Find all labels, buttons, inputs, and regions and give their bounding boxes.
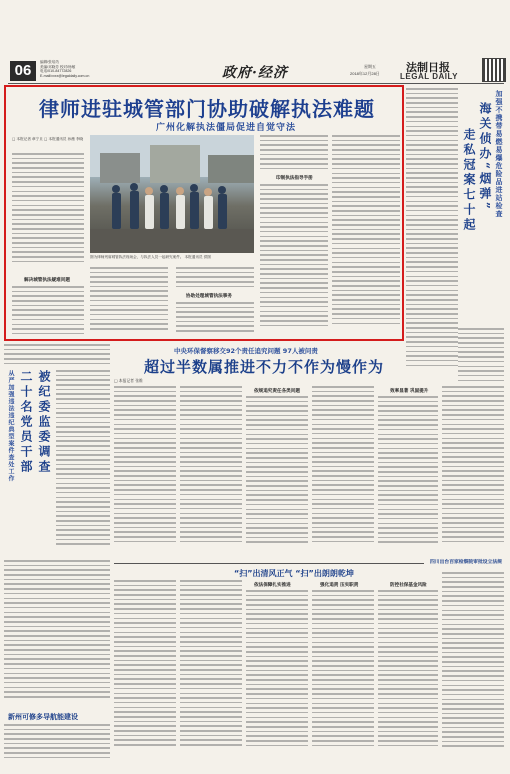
- main-divider: [114, 563, 424, 564]
- lead-byline: □ 本报记者 章宁旦 □ 本报通讯员 孙薇 李晓: [12, 137, 84, 141]
- main-headline: 超过半数属推进不力不作为慢作为: [144, 358, 385, 376]
- lead-story-box: [4, 85, 404, 341]
- qr-code: [482, 58, 506, 82]
- main-column-5: [378, 396, 438, 556]
- lead-subhead-1: 解决城管执法疑难问题: [24, 278, 70, 283]
- issue-date: 2018年12月28日: [350, 71, 380, 76]
- page-number: 06: [10, 61, 36, 81]
- main-column-9: [246, 590, 308, 762]
- editor-line: 编辑/张培芮: [40, 60, 59, 64]
- left-headline-2: 被纪委监委调查: [37, 370, 51, 475]
- left-body-text-2: [4, 560, 110, 710]
- lead-column-4b: [260, 184, 328, 338]
- main-column-6: [442, 386, 504, 556]
- editor-info: [40, 60, 120, 78]
- main-column-8: [180, 580, 242, 762]
- lead-column-2: [90, 267, 168, 337]
- lead-column-3b: [176, 302, 254, 338]
- left-kicker: 从严加强违法违纪典型案件查处工作: [7, 370, 14, 482]
- editor-line: 美编/邓晓芳 校对/杨敏: [40, 64, 76, 69]
- main-subhead-b: 效率显著 巩固提升: [390, 389, 429, 394]
- main-subhead-d: 强化追责 压实职责: [320, 583, 359, 588]
- lead-photo-caption: 图为律师列席城管执法现场会，与执法人员一起研究案件。 本报通讯员 供图: [90, 255, 211, 259]
- left-body-text-top: [4, 344, 110, 368]
- main-column-3: [246, 396, 308, 556]
- issue-week: 星期五: [364, 64, 376, 69]
- left-body-text: [56, 370, 110, 560]
- masthead-rule: [8, 83, 504, 84]
- main-subhead-a: 依规追究责任各类问题: [254, 389, 300, 394]
- right-headline-2: 走私冠案七十起: [462, 128, 476, 233]
- lead-column-3: [176, 267, 254, 291]
- editor-line: E-mail/xxxx@legaldaily.com.cn: [40, 73, 90, 78]
- editor-line: 电话/010-84772826: [40, 69, 72, 74]
- masthead: [4, 4, 506, 84]
- main-subhead-mid: “扫”出清风正气 “扫”出朗朗乾坤: [234, 569, 354, 578]
- lead-column-1: [12, 153, 84, 273]
- right-headline-1: 海关侦办“烟弹”: [478, 102, 492, 212]
- lead-subheadline: 广州化解执法僵局促进自觉守法: [156, 123, 297, 133]
- photo-illustration: [90, 135, 254, 253]
- section-title: 政府·经济: [222, 65, 288, 81]
- main-column-1: [114, 386, 176, 556]
- lead-subhead-2: 协助处理城管执法事务: [186, 294, 232, 299]
- left-lower-story: [4, 344, 112, 764]
- main-kicker: 中央环保督察移交92个责任追究问题 97人被问责: [174, 347, 318, 355]
- lead-column-4: [260, 135, 328, 173]
- side-headline: 四川出台百家检察院审批设立法规: [430, 560, 502, 565]
- paper-name-en: LEGAL DAILY: [400, 72, 458, 81]
- lead-photo: [90, 135, 254, 253]
- left-body-text-3: [4, 724, 110, 762]
- main-byline: □ 本报记者 张维: [114, 378, 143, 383]
- right-body-text: [406, 88, 458, 388]
- lead-column-5: [332, 135, 400, 338]
- main-column-4: [312, 386, 374, 556]
- lead-subhead-3: 印制执法指导手册: [276, 176, 313, 181]
- main-column-7: [114, 580, 176, 762]
- main-column-10: [312, 590, 374, 762]
- main-column-12: [442, 572, 504, 762]
- main-subhead-e: 防控社保基金风险: [390, 583, 427, 588]
- paper-name-cn: 法制日报: [406, 61, 450, 74]
- left-bottom-headline: 新州可修多导航能建设: [8, 713, 78, 721]
- lead-headline: 律师进驻城管部门协助破解执法难题: [39, 97, 375, 121]
- lead-column-1b: [12, 286, 84, 338]
- main-lower-story: [114, 344, 506, 764]
- right-kicker: 加强不携带易燃易爆危险品进站检查: [495, 90, 503, 218]
- left-headline-1: 二十名党员干部: [19, 370, 33, 475]
- main-column-2: [180, 386, 242, 556]
- main-subhead-c: 依法保障扎实推进: [254, 583, 291, 588]
- main-column-11: [378, 590, 438, 762]
